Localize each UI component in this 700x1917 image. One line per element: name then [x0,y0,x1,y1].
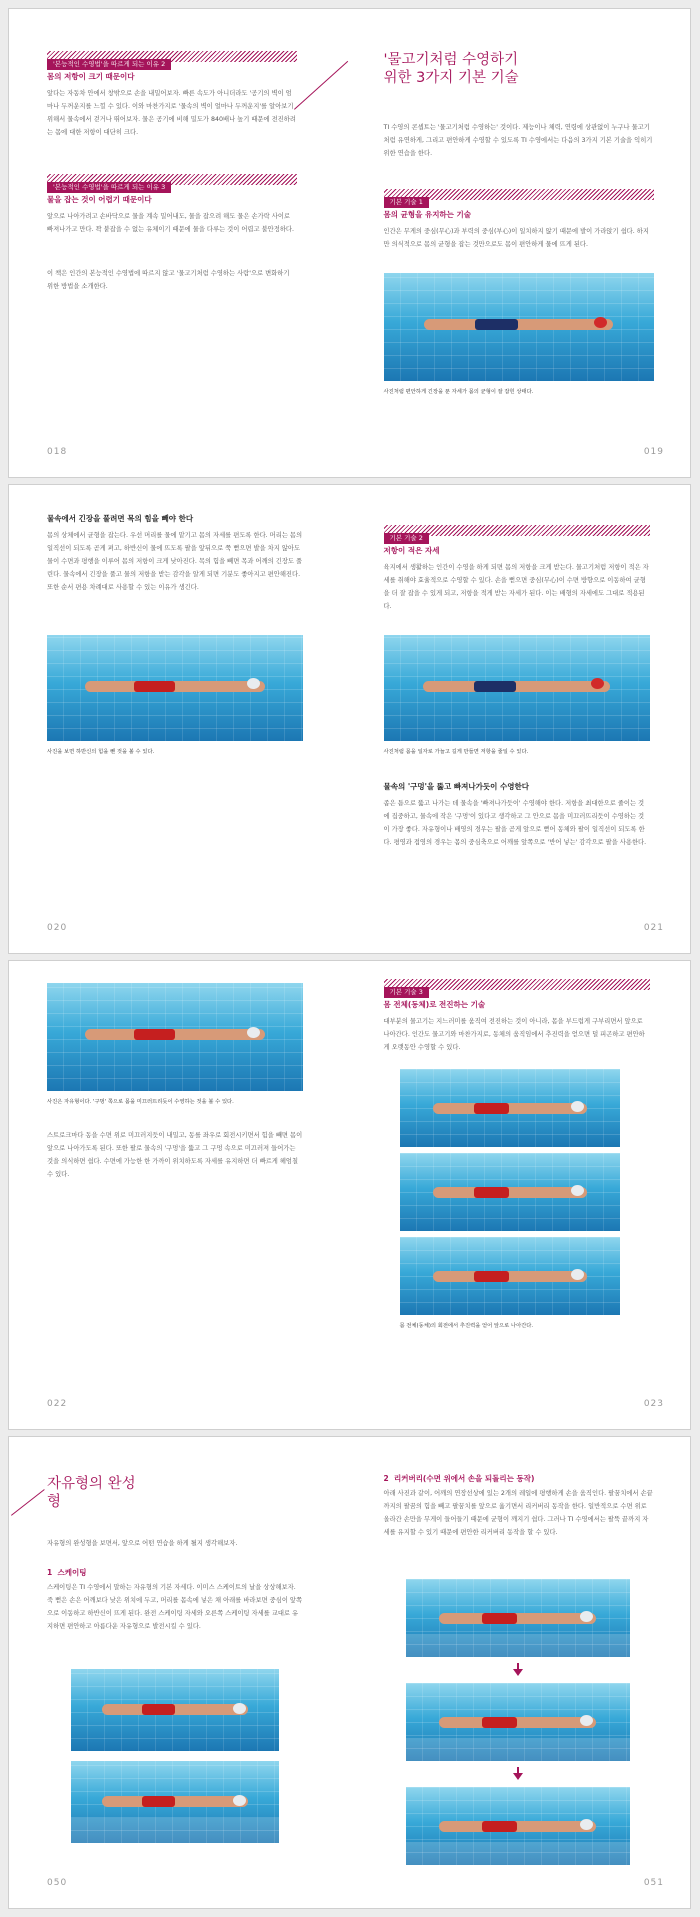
down-arrow-icon [513,1669,523,1676]
section-heading: 물속에서 긴장을 풀려면 목의 힘을 빼야 한다 [47,514,194,523]
page-019 [350,9,691,477]
body-text: 몸의 상체에서 균형을 잡는다. 우선 머리를 물에 맡기고 몸의 자세를 편도록 한다. 머리는 몸의 일직선이 되도록 곧게 펴고, 하반신이 물에 뜨도록 팔을 앞뒤으로 쭉 뻗으면 발을 차지 않아도 물이 수면과 평행을 이루어 몸의 저항이 크게 낮아진다. 목의 힘을 빼면 목과 어깨의 긴장도 풀린다. 물속에서 긴장을 풀고 물의 저항을 받는 감각을 알게 되면 기분도 좋아지고 편안해진다. 또한 순서 편용 차례대로 사용할 수 있는 이유가 생긴다. [47,532,303,591]
swimmer-photo [384,635,650,741]
photo-caption: 사진을 보면 하반신의 힘을 뺀 것을 볼 수 있다. [47,749,155,755]
section-tag: 기본 기술 2 [384,525,650,536]
spread-050-051 [8,1436,691,1909]
page-number: 021 [643,923,664,933]
down-arrow-icon [513,1773,523,1780]
body-text: 아래 사진과 같이, 어깨의 연장선상에 있는 2개의 레일에 평행하게 손을 움직인다. 팔꿈치에서 손끝까지의 팔꿈의 힘을 빼고 팔꿈치를 앞으로 옮기면서 리커버리 동작을 한다. 일반적으로 수면 위로 올라간 손만을 무게이 들어들기 때문에 균형이 깨지기 쉽다. 그러나 TI 수영에서는 팔뚝 끝까지 자세를 유지할 수 있기 때문에 편안한 리커버리 동작을 할 수 있다. [383,1490,653,1536]
swimmer-photo [47,635,303,741]
page-018 [9,9,350,477]
page-title: '물고기처럼 수영하기 위한 3가지 기본 기술 [383,52,519,86]
swimmer-photo [406,1787,630,1865]
body-text: 대부분의 물고기는 지느러미를 움직여 전진하는 것이 아니라, 몸을 부드럽게 구부리면서 앞으로 나아간다. 인간도 물고기와 마찬가지로, 동체의 움직임에서 추진력을 얻으면 덜 피곤하고 편안하게 오랫동안 수영할 수 있다. [383,1018,645,1051]
photo-caption: 사진처럼 몸을 일자로 가늘고 길게 만들면 저항을 줄일 수 있다. [383,749,529,755]
page-051 [350,1437,691,1908]
body-text: 앞으로 나아가려고 손바닥으로 물을 계속 밀어내도, 물을 잡으려 해도 물은 손가락 사이로 빠져나가고 만다. 꽉 붙잡을 수 없는 유체이기 때문에 물을 다루는 것이 어렵고 불안정하다. [47,213,295,233]
page-number: 022 [47,1399,68,1409]
section-heading: 몸 전체(동체)로 전진하는 기술 [383,1000,486,1009]
swimmer-photo [400,1153,620,1231]
body-text: 앞다는 자동차 안에서 창밖으로 손을 내밀어보자. 빠른 속도가 아니더라도 '공기의 벽이 엄마나 두꺼운지를 느낄 수 있다. 이와 마찬가지로 '물속의 벽이 얼마나 두꺼운지'를 알아보기 위해서 물속에서 걷거나 뛰어보자. 물은 공기에 비해 밀도가 840배나 높기 때문에 전진하려는 몸에 대한 저항이 대단히 크다. [47,90,296,136]
swimmer-photo [400,1069,620,1147]
photo-caption: 몸 전체(동체)의 회전에서 추진력을 얻어 앞으로 나아간다. [399,1323,534,1329]
section-tag: '본능적인 수영법'을 따르게 되는 이유 2 [47,51,297,62]
swimmer-photo [400,1237,620,1315]
page-022 [9,961,350,1429]
page-number: 051 [643,1878,664,1888]
step-heading: 2 리커버리(수면 위에서 손을 되돌리는 동작) [383,1474,535,1483]
swimmer-photo [71,1669,279,1751]
page-title: 자유형의 완성형 [47,1476,136,1510]
spread-018-019 [8,8,691,478]
swimmer-photo [406,1579,630,1657]
decorative-line [11,1489,45,1516]
swimmer-photo [384,273,654,381]
page-020 [9,485,350,953]
spread-020-021 [8,484,691,954]
photo-caption: 사진처럼 편안하게 긴장을 푼 자세가 몸의 균형이 잘 잡힌 상태다. [383,389,534,395]
step-heading: 1 스케이팅 [47,1568,87,1577]
section-heading: 물속의 '구멍'을 뚫고 빠져나가듯이 수영한다 [383,782,529,791]
spread-022-023 [8,960,691,1430]
page-023 [350,961,691,1429]
page-021 [350,485,691,953]
page-050 [9,1437,350,1908]
section-heading: 저항이 적은 자세 [383,546,440,555]
section-heading: 몸의 저항이 크기 때문이다 [47,72,135,81]
page-number: 018 [47,447,68,457]
page-number: 023 [643,1399,664,1409]
swimmer-photo [71,1761,279,1843]
photo-caption: 사진은 자유형이다. '구멍' 쪽으로 몸을 미끄러뜨리듯이 수영하는 것을 볼 수 있다. [47,1099,234,1105]
body-text: 육지에서 생활하는 인간이 수영을 하게 되면 몸의 저항을 크게 받는다. 물고기처럼 저항이 적은 자세를 취해야 효율적으로 수영할 수 있다. 손을 뻗으면 중심(무心)이 수면 방향으로 이동하여 균형을 더 잘 잡을 수 있게 되고, 저항을 적게 받는 자세가 된다. 이는 배형의 자세에도 그대로 적용된다. [383,564,649,610]
page-number: 050 [47,1878,68,1888]
step-number: 1 [47,1568,53,1577]
swimmer-photo [47,983,303,1091]
body-text: 이 책은 인간의 본능적인 수영법에 따르지 않고 '물고기처럼 수영하는 사람'으로 변화하기 위한 방법을 소개한다. [47,270,290,290]
section-tag: 기본 기술 3 [384,979,650,990]
section-heading: 물을 잡는 것이 어렵기 때문이다 [47,195,152,204]
body-text: 인간은 무게의 중심(무心)과 부력의 중심(부心)이 일치하지 않기 때문에 발이 가라앉기 쉽다. 하지만 의식적으로 몸의 균형을 잡는 것만으로도 몸이 편안하게 물에 뜨게 된다. [383,228,649,248]
body-text: 스케이팅은 TI 수영에서 말하는 자유형의 기본 자세다. 이미스 스케이트의 날을 상상해보자. 죽 뻗은 손은 어깨보다 낮은 위치에 두고, 머리를 몸속에 넣은 채 아래를 바라보면 중심이 앞쪽으로 이동하고 하반신이 뜨게 된다. 완전 스케이팅 자세와 오른쪽 스케이팅 자세를 교대로 유지하면 편안하고 아름다운 자유형으로 발전시킬 수 있다. [47,1584,303,1630]
body-text: 좁은 틈으로 뚫고 나가는 데 물속을 '빠져나가듯이' 수영해야 한다. 저항을 최대한으로 줄이는 것에 집중하고, 물속에 작은 '구멍'이 있다고 생각하고 그 안으로 몸을 미끄러뜨리듯이 수영하는 것이 가장 좋다. 자유형이나 배영의 경우는 팔을 곧게 앞으로 뻗어 동체와 팔이 일직선이 되도록 한다. 평영과 접영의 경우는 몸의 중심축으로 어깨를 앞쪽으로 '반어 넣는' 감각으로 팔을 사용한다. [383,800,647,846]
body-text: TI 수영의 콘셉트는 '물고기처럼 수영하는' 것이다. 제능이나 체력, 연령에 상관없이 누구나 물고기처럼 유연하게, 그리고 편안하게 수영할 수 있도록 TI 수영에서는 다음의 3가지 기본 기술을 익히기 위한 연습을 한다. [383,124,653,157]
section-heading: 몸의 균형을 유지하는 기술 [383,210,472,219]
body-text: 자유형의 완성형을 보면서, 앞으로 어떤 연습을 하게 될지 생각해보자. [47,1540,238,1547]
page-number: 019 [643,447,664,457]
swimmer-photo [406,1683,630,1761]
step-number: 2 [383,1474,389,1483]
page-number: 020 [47,923,68,933]
body-text: 스트로크마다 동을 수면 위로 미끄러지듯이 내밀고, 동를 좌우로 회전시키면서 힘을 빼면 몸이 앞으로 나아가도록 된다. 또한 팔로 물속의 '구멍'을 뚫고 그 구멍 속으로 미끄러져 들어가는 것을 의식하면 쉽다. 수면에 가능한 한 가까이 위치하도록 자세를 유지하면 더 빠르게 헤엄칠 수 있다. [47,1132,303,1178]
section-tag: '본능적인 수영법'을 따르게 되는 이유 3 [47,174,297,185]
section-tag: 기본 기술 1 [384,189,654,200]
